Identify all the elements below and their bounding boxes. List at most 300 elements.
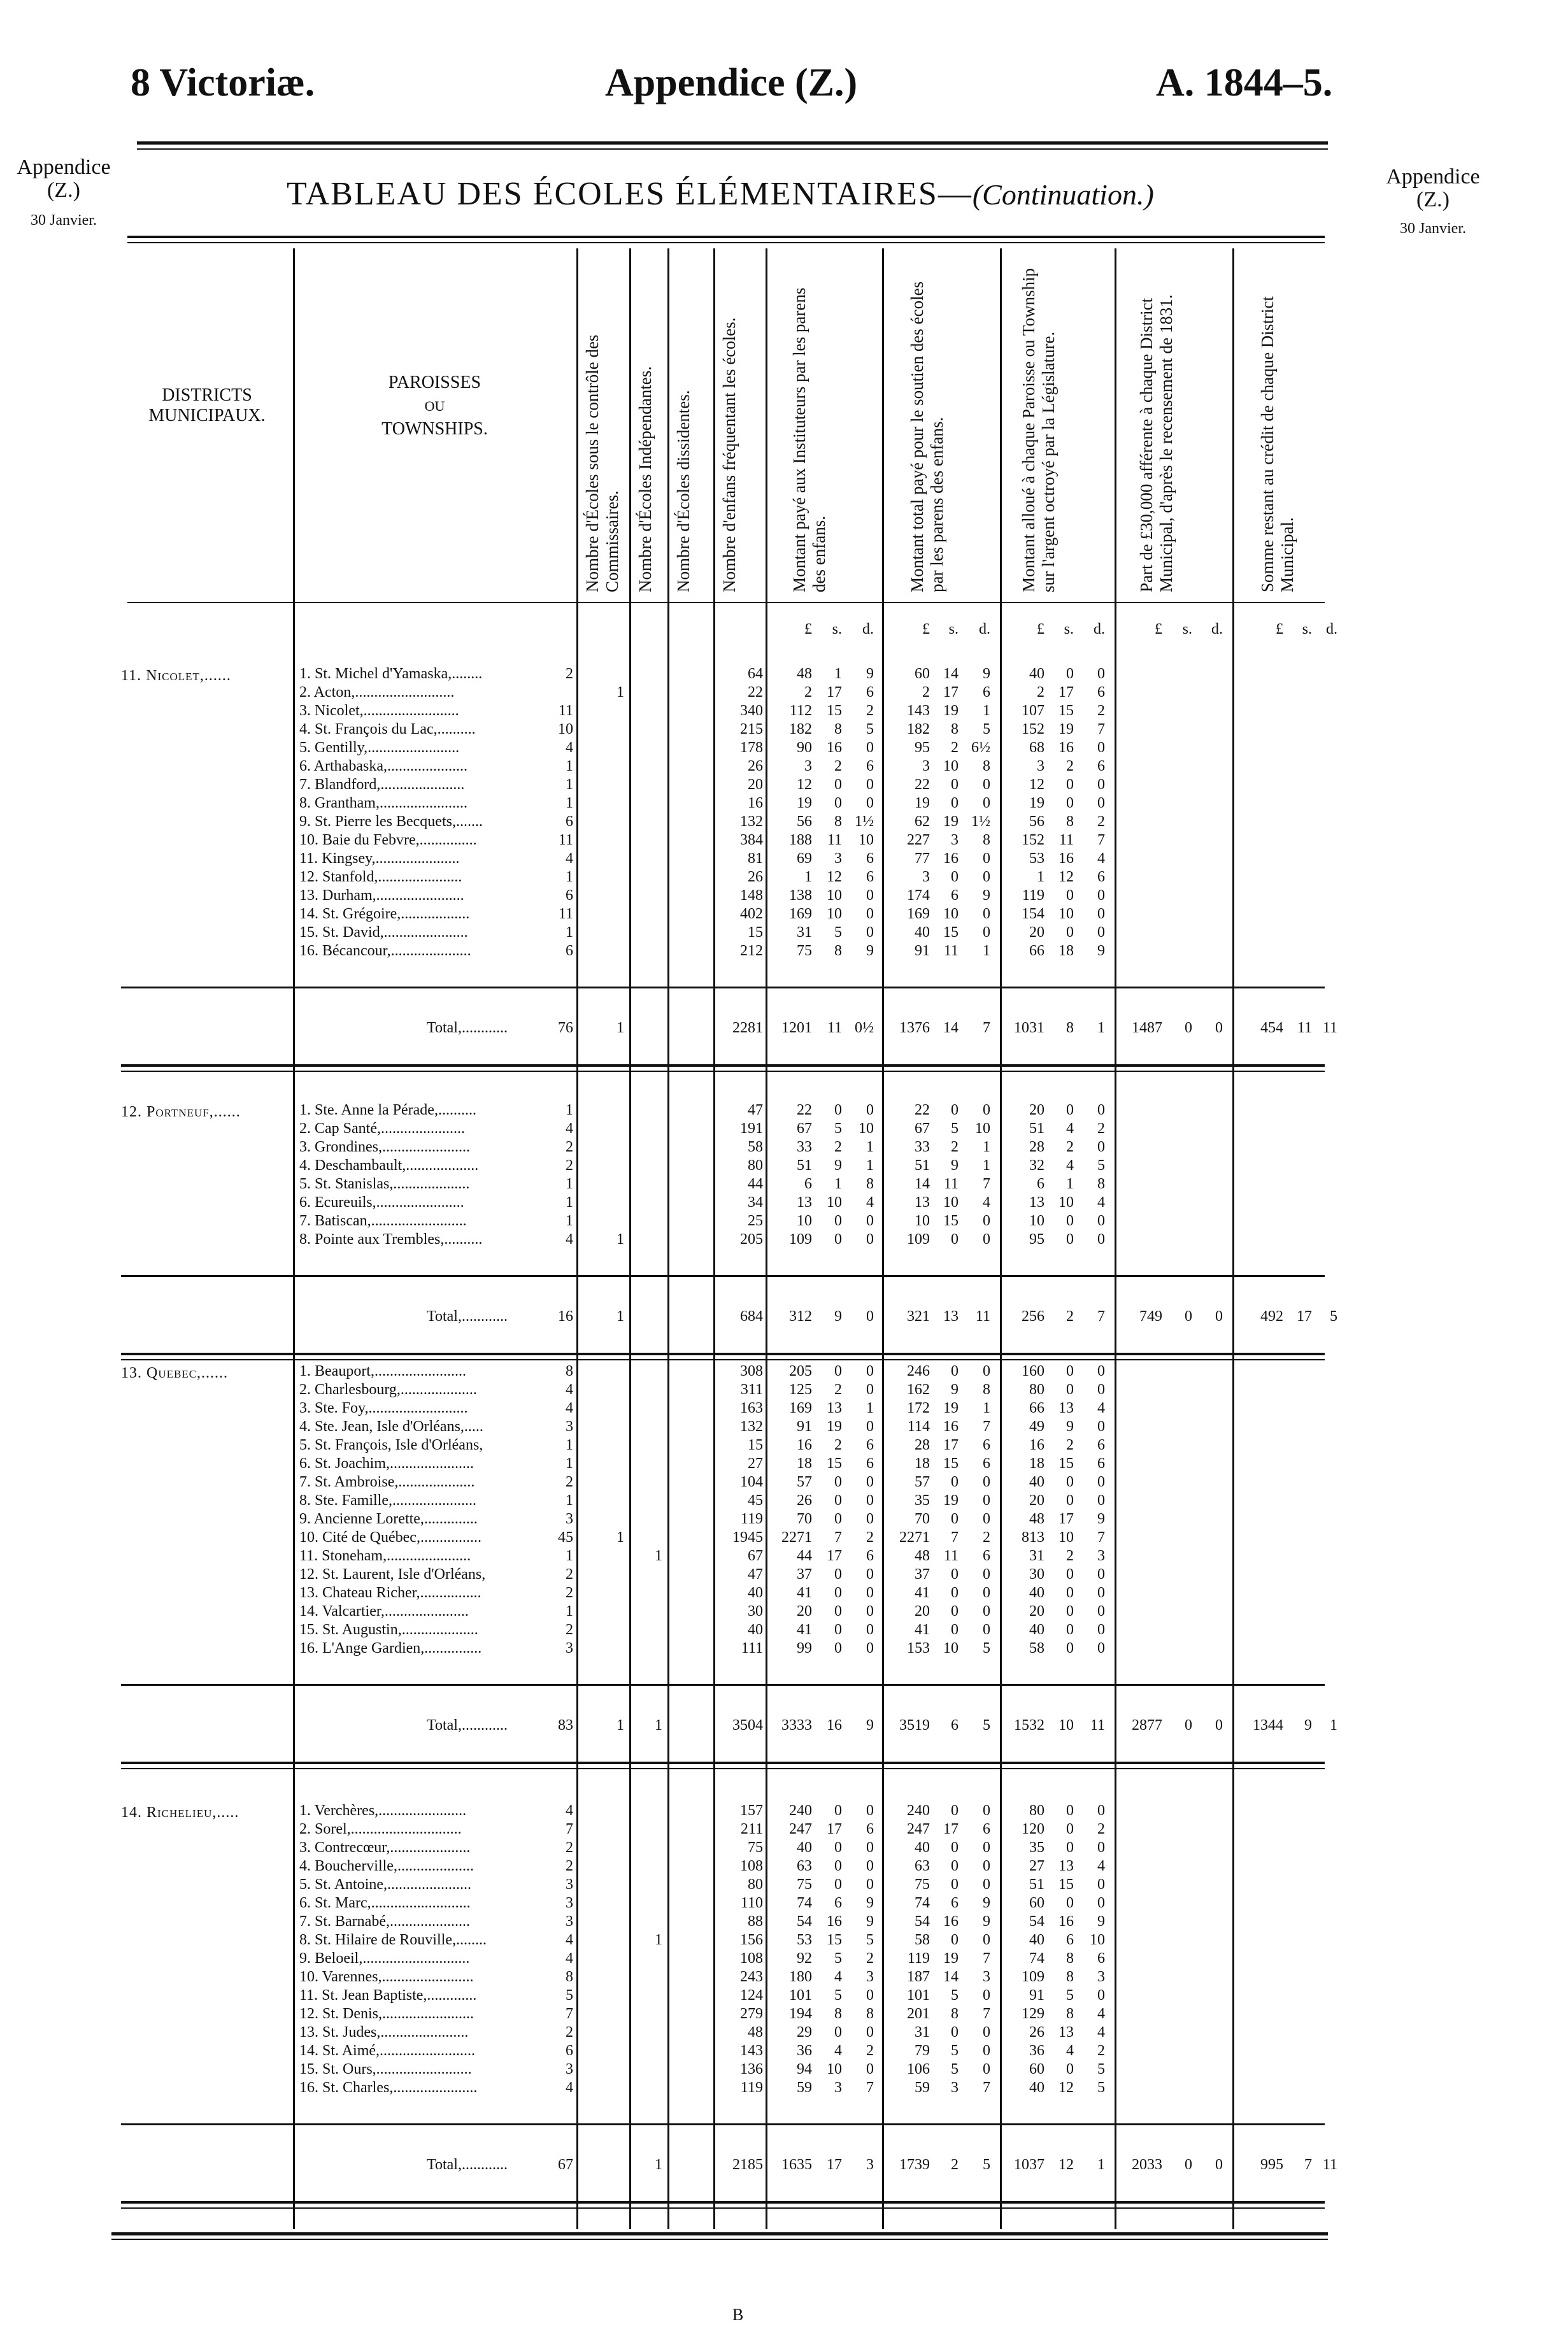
total-cell: 1201 xyxy=(781,1020,812,1036)
table-cell: 17 xyxy=(943,1821,959,1837)
total-cell: 11 xyxy=(1322,2156,1337,2173)
table-cell: 10 xyxy=(943,758,959,774)
table-cell: 9 xyxy=(866,1895,874,1911)
table-cell: 3 xyxy=(834,850,842,867)
table-cell: 11 xyxy=(558,702,573,719)
table-cell: 154 xyxy=(1022,906,1044,922)
table-cell: 0 xyxy=(1066,924,1074,941)
table-cell: 0 xyxy=(1066,1363,1074,1379)
table-cell: 40 xyxy=(748,1622,763,1638)
table-cell: 36 xyxy=(1029,2042,1044,2059)
table-cell: 28 xyxy=(915,1437,930,1453)
table-cell: 1 xyxy=(566,1437,573,1453)
table-cell: 136 xyxy=(740,2061,763,2078)
table-cell: 0 xyxy=(1097,887,1105,904)
table-cell: 2 xyxy=(834,758,842,774)
table-cell: 0 xyxy=(983,1622,990,1638)
table-cell: 1 xyxy=(566,1176,573,1192)
table-cell: 58 xyxy=(748,1139,763,1155)
header-rule-thin xyxy=(137,148,1328,150)
table-cell: 30 xyxy=(748,1603,763,1620)
table-cell: 90 xyxy=(797,739,812,756)
table-cell: 7 xyxy=(983,1176,990,1192)
table-cell: 2 xyxy=(866,2042,874,2059)
total-cell: 1376 xyxy=(899,1020,930,1036)
table-cell: 4 xyxy=(834,2042,842,2059)
table-cell: 5 xyxy=(951,1987,959,2004)
total-cell: 10 xyxy=(1058,1717,1074,1734)
total-cell: 11 xyxy=(1297,1020,1312,1036)
table-cell: 163 xyxy=(740,1400,763,1416)
total-cell: 1532 xyxy=(1014,1717,1044,1734)
table-cell: 6 xyxy=(866,850,874,867)
total-cell: 1 xyxy=(1330,1717,1337,1734)
table-cell: 0 xyxy=(866,776,874,793)
table-cell: 6 xyxy=(866,1455,874,1472)
table-cell: 0 xyxy=(1066,887,1074,904)
table-cell: 0 xyxy=(834,1622,842,1638)
table-cell: 3 xyxy=(951,832,959,848)
parish-name: 12. St. Laurent, Isle d'Orléans, xyxy=(299,1566,486,1583)
table-cell: 169 xyxy=(907,906,930,922)
table-cell: 18 xyxy=(1029,1455,1044,1472)
table-cell: 3 xyxy=(1097,1548,1105,1564)
table-cell: 14 xyxy=(943,1969,959,1985)
table-cell: 3 xyxy=(566,1895,573,1911)
table-cell: 45 xyxy=(748,1492,763,1509)
table-cell: 178 xyxy=(740,739,763,756)
table-cell: 44 xyxy=(797,1548,812,1564)
table-cell: 9 xyxy=(1097,943,1105,959)
table-cell: 0 xyxy=(951,1363,959,1379)
parish-name: 9. Ancienne Lorette,.............. xyxy=(299,1511,478,1527)
table-cell: 4 xyxy=(566,850,573,867)
table-cell: 0 xyxy=(1097,1839,1105,1856)
table-cell: 169 xyxy=(789,1400,812,1416)
table-cell: 0 xyxy=(866,1622,874,1638)
header-children: Nombre d'enfans fréquentant les écoles. xyxy=(720,317,739,592)
table-cell: 11 xyxy=(1058,832,1074,848)
table-cell: 20 xyxy=(797,1603,812,1620)
table-cell: 0 xyxy=(983,2061,990,2078)
section-rule xyxy=(121,2123,1325,2125)
table-cell: 129 xyxy=(1022,2006,1044,2022)
table-cell: 101 xyxy=(789,1987,812,2004)
table-cell: 0 xyxy=(866,906,874,922)
table-cell: 0 xyxy=(951,1802,959,1819)
table-cell: 3 xyxy=(922,869,930,885)
table-cell: 0 xyxy=(983,1932,990,1948)
table-cell: 22 xyxy=(915,1102,930,1118)
table-cell: 53 xyxy=(1029,850,1044,867)
total-cell: 7 xyxy=(1097,1308,1105,1325)
table-cell: 0 xyxy=(834,1474,842,1490)
table-cell: 402 xyxy=(740,906,763,922)
table-cell: 6 xyxy=(866,1821,874,1837)
table-cell: 35 xyxy=(915,1492,930,1509)
table-cell: 27 xyxy=(748,1455,763,1472)
table-cell: 0 xyxy=(951,2024,959,2041)
table-cell: 1 xyxy=(1037,869,1044,885)
table-cell: 41 xyxy=(797,1585,812,1601)
table-cell: 12 xyxy=(797,776,812,793)
table-cell: 311 xyxy=(740,1381,763,1398)
parish-name: 8. Grantham,....................... xyxy=(299,795,467,811)
table-cell: 91 xyxy=(797,1418,812,1435)
table-cell: 2 xyxy=(566,1622,573,1638)
table-cell: 0 xyxy=(983,2024,990,2041)
table-cell: 11 xyxy=(943,943,959,959)
margin-letter: (Z.) xyxy=(47,178,80,202)
table-cell: 1 xyxy=(566,1492,573,1509)
total-cell: 8 xyxy=(1066,1020,1074,1036)
table-cell: 0 xyxy=(983,1987,990,2004)
table-cell: 19 xyxy=(1058,721,1074,738)
table-cell: 16 xyxy=(1058,1913,1074,1930)
table-cell: 205 xyxy=(740,1231,763,1248)
table-cell: 0 xyxy=(866,1511,874,1527)
total-cell: 321 xyxy=(907,1308,930,1325)
table-cell: 34 xyxy=(748,1194,763,1211)
table-cell: 2271 xyxy=(781,1529,812,1546)
table-cell: 2 xyxy=(951,1139,959,1155)
table-cell: 3 xyxy=(1097,1969,1105,1985)
header-paid-teachers: Montant payé aux Instituteurs par les parens des enfans. xyxy=(790,287,829,592)
table-cell: 240 xyxy=(789,1802,812,1819)
unit-d: d. xyxy=(1094,621,1105,638)
table-cell: 12 xyxy=(1058,2079,1074,2096)
table-cell: 3 xyxy=(566,1640,573,1657)
table-cell: 2 xyxy=(566,2024,573,2041)
table-cell: 1 xyxy=(566,924,573,941)
table-cell: 0 xyxy=(834,1566,842,1583)
table-cell: 6 xyxy=(1097,1950,1105,1967)
section-double-rule-thin xyxy=(121,1359,1325,1360)
table-cell: 5 xyxy=(1066,1987,1074,2004)
table-cell: 6½ xyxy=(971,739,990,756)
table-cell: 16 xyxy=(1029,1437,1044,1453)
table-cell: 0 xyxy=(983,1585,990,1601)
total-cell: 0 xyxy=(1185,1717,1192,1734)
table-cell: 2 xyxy=(566,1839,573,1856)
table-cell: 4 xyxy=(1097,1194,1105,1211)
table-cell: 6 xyxy=(566,887,573,904)
table-cell: 48 xyxy=(748,2024,763,2041)
table-cell: 6 xyxy=(804,1176,812,1192)
table-cell: 75 xyxy=(748,1839,763,1856)
parish-name: 2. Charlesbourg,.................... xyxy=(299,1381,477,1398)
table-cell: 62 xyxy=(915,813,930,830)
table-cell: 15 xyxy=(943,924,959,941)
table-cell: 6 xyxy=(866,1437,874,1453)
table-cell: 10 xyxy=(859,1120,874,1137)
table-cell: 20 xyxy=(1029,1603,1044,1620)
table-cell: 0 xyxy=(983,906,990,922)
table-cell: 7 xyxy=(951,1529,959,1546)
unit-s: s. xyxy=(1064,621,1074,638)
margin-label: Appendice xyxy=(1386,165,1480,189)
parish-name: 3. Ste. Foy,.......................... xyxy=(299,1400,468,1416)
table-cell: 0 xyxy=(951,1622,959,1638)
table-cell: 16 xyxy=(748,795,763,811)
table-cell: 19 xyxy=(915,795,930,811)
table-cell: 243 xyxy=(740,1969,763,1985)
total-cell: 16 xyxy=(827,1717,842,1734)
table-cell: 0 xyxy=(983,1492,990,1509)
table-cell: 6 xyxy=(983,1455,990,1472)
table-cell: 227 xyxy=(907,832,930,848)
table-cell: 36 xyxy=(797,2042,812,2059)
table-cell: 20 xyxy=(915,1603,930,1620)
parish-name: 13. Durham,....................... xyxy=(299,887,464,904)
unit-d: d. xyxy=(979,621,990,638)
session-header: 8 Victoriæ. xyxy=(131,61,315,104)
total-cell: 2 xyxy=(951,2156,959,2173)
table-cell: 17 xyxy=(827,684,842,701)
table-cell: 0 xyxy=(866,1858,874,1874)
table-cell: 0 xyxy=(1097,1492,1105,1509)
table-cell: 2 xyxy=(1097,1821,1105,1837)
table-cell: 247 xyxy=(907,1821,930,1837)
table-cell: 8 xyxy=(834,943,842,959)
table-cell: 169 xyxy=(789,906,812,922)
table-cell: 41 xyxy=(915,1622,930,1638)
table-cell: 5 xyxy=(1097,2061,1105,2078)
table-cell: 182 xyxy=(907,721,930,738)
table-cell: 120 xyxy=(1022,1821,1044,1837)
header-legislature-grant: Montant alloué à chaque Paroisse ou Township sur l'argent octroyé par la Législature. xyxy=(1019,267,1058,592)
table-cell: 7 xyxy=(834,1529,842,1546)
table-cell: 0 xyxy=(1097,1640,1105,1657)
table-cell: 2 xyxy=(983,1529,990,1546)
table-cell: 0 xyxy=(1066,1640,1074,1657)
unit-s: s. xyxy=(948,621,959,638)
table-cell: 80 xyxy=(748,1157,763,1174)
parish-name: 5. Gentilly,........................ xyxy=(299,739,460,756)
table-cell: 17 xyxy=(1058,684,1074,701)
total-cell: 454 xyxy=(1260,1020,1283,1036)
table-cell: 64 xyxy=(748,666,763,682)
table-cell: 2 xyxy=(1066,1139,1074,1155)
unit-l: £ xyxy=(804,621,812,638)
table-cell: 95 xyxy=(1029,1231,1044,1248)
table-cell: 37 xyxy=(797,1566,812,1583)
table-cell: 8 xyxy=(983,1381,990,1398)
table-cell: 0 xyxy=(983,1511,990,1527)
header-paroisses: PAROISSES xyxy=(388,373,481,392)
table-cell: 60 xyxy=(915,666,930,682)
table-cell: 187 xyxy=(907,1969,930,1985)
table-cell: 3 xyxy=(566,1913,573,1930)
table-cell: 27 xyxy=(1029,1858,1044,1874)
total-cell: 11 xyxy=(975,1308,990,1325)
col-divider xyxy=(1115,248,1116,2229)
table-cell: 4 xyxy=(566,1400,573,1416)
table-cell: 1 xyxy=(866,1157,874,1174)
appendix-header: Appendice (Z.) xyxy=(605,61,858,104)
parish-name: 5. St. Stanislas,.................... xyxy=(299,1176,470,1192)
table-cell: 40 xyxy=(915,924,930,941)
table-cell: 143 xyxy=(740,2042,763,2059)
table-cell: 5 xyxy=(834,924,842,941)
table-cell: 12 xyxy=(1058,869,1074,885)
table-cell: 0 xyxy=(1097,1418,1105,1435)
table-cell: 10 xyxy=(827,887,842,904)
unit-d: d. xyxy=(1211,621,1223,638)
table-cell: 2 xyxy=(922,684,930,701)
table-cell: 0 xyxy=(1066,1839,1074,1856)
signature-mark: B xyxy=(732,2306,744,2324)
table-cell: 0 xyxy=(866,1987,874,2004)
table-cell: 0 xyxy=(866,1603,874,1620)
table-cell: 0 xyxy=(1066,1474,1074,1490)
table-cell: 17 xyxy=(1058,1511,1074,1527)
total-cell: 1487 xyxy=(1132,1020,1162,1036)
table-cell: 109 xyxy=(907,1231,930,1248)
parish-name: 16. St. Charles,...................... xyxy=(299,2079,478,2096)
table-cell: 0 xyxy=(1097,1474,1105,1490)
table-cell: 0 xyxy=(866,1474,874,1490)
table-cell: 13 xyxy=(1058,1858,1074,1874)
table-cell: 5 xyxy=(983,1640,990,1657)
total-cell: 12 xyxy=(1058,2156,1074,2173)
table-cell: 0 xyxy=(834,1640,842,1657)
table-cell: 0 xyxy=(983,2042,990,2059)
table-cell: 0 xyxy=(983,795,990,811)
table-cell: 19 xyxy=(797,795,812,811)
table-cell: 0 xyxy=(1066,1622,1074,1638)
table-cell: 124 xyxy=(740,1987,763,2004)
total-cell: 11 xyxy=(1090,1717,1105,1734)
table-cell: 0 xyxy=(834,795,842,811)
parish-name: 7. Batiscan,......................... xyxy=(299,1213,467,1229)
table-cell: 5 xyxy=(866,721,874,738)
table-cell: 162 xyxy=(907,1381,930,1398)
parish-name: 8. Pointe aux Trembles,.......... xyxy=(299,1231,483,1248)
table-cell: 0 xyxy=(1097,1603,1105,1620)
table-cell: 0 xyxy=(834,1839,842,1856)
table-cell: 119 xyxy=(740,2079,763,2096)
table-cell: 125 xyxy=(789,1381,812,1398)
header-remaining-credit: Somme restant au crédit de chaque District Municipal. xyxy=(1258,296,1297,592)
table-cell: 0 xyxy=(834,1363,842,1379)
table-cell: 6 xyxy=(866,869,874,885)
parish-name: 4. Boucherville,.................... xyxy=(299,1858,474,1874)
table-cell: 53 xyxy=(797,1932,812,1948)
table-cell: 63 xyxy=(915,1858,930,1874)
header-bottom-rule xyxy=(127,602,1325,603)
parish-name: 14. St. Aimé,......................... xyxy=(299,2042,476,2059)
table-cell: 6 xyxy=(983,1548,990,1564)
table-cell: 180 xyxy=(789,1969,812,1985)
table-cell: 308 xyxy=(740,1363,763,1379)
table-cell: 152 xyxy=(1022,832,1044,848)
table-cell: 5 xyxy=(983,721,990,738)
table-cell: 2 xyxy=(1097,702,1105,719)
table-cell: 8 xyxy=(566,1363,573,1379)
table-cell: 77 xyxy=(915,850,930,867)
table-cell: 0 xyxy=(951,795,959,811)
table-cell: 6 xyxy=(983,1821,990,1837)
table-bottom-rule-thin xyxy=(111,2239,1328,2240)
table-cell: 49 xyxy=(1029,1418,1044,1435)
header-rule xyxy=(137,141,1328,145)
table-cell: 0 xyxy=(951,1858,959,1874)
section-double-rule xyxy=(121,2201,1325,2204)
table-cell: 10 xyxy=(943,1640,959,1657)
table-cell: 8 xyxy=(834,2006,842,2022)
table-cell: 4 xyxy=(1097,1858,1105,1874)
table-cell: 0 xyxy=(983,1363,990,1379)
table-cell: 0 xyxy=(834,2024,842,2041)
table-cell: 148 xyxy=(740,887,763,904)
table-cell: 10 xyxy=(797,1213,812,1229)
table-cell: 279 xyxy=(740,2006,763,2022)
table-cell: 13 xyxy=(1058,2024,1074,2041)
table-cell: 10 xyxy=(943,906,959,922)
table-cell: 6 xyxy=(951,1895,959,1911)
table-cell: 75 xyxy=(797,943,812,959)
table-cell: 6 xyxy=(834,1895,842,1911)
table-cell: 13 xyxy=(1058,1400,1074,1416)
table-cell: 2 xyxy=(866,1950,874,1967)
table-cell: 1½ xyxy=(971,813,990,830)
table-title-main: TABLEAU DES ÉCOLES ÉLÉMENTAIRES— xyxy=(287,176,973,212)
table-cell: 0 xyxy=(1097,1213,1105,1229)
table-cell: 2 xyxy=(804,684,812,701)
table-cell: 0 xyxy=(866,739,874,756)
header-district-share: Part de £30,000 afférente à chaque District Municipal, d'après le recensement de 1831. xyxy=(1137,294,1176,592)
table-cell: 5 xyxy=(834,1120,842,1137)
table-cell: 9 xyxy=(983,1895,990,1911)
table-cell: 0 xyxy=(1097,1231,1105,1248)
table-cell: 22 xyxy=(797,1102,812,1118)
total-cell: 7 xyxy=(1304,2156,1312,2173)
parish-name: 4. Deschambault,................... xyxy=(299,1157,479,1174)
table-cell: 16 xyxy=(943,1913,959,1930)
table-cell: 0 xyxy=(983,776,990,793)
table-cell: 48 xyxy=(1029,1511,1044,1527)
table-cell: 0 xyxy=(1097,776,1105,793)
table-cell: 1 xyxy=(566,758,573,774)
col-divider xyxy=(1232,248,1234,2229)
total-cell: 67 xyxy=(558,2156,573,2173)
table-cell: 14 xyxy=(915,1176,930,1192)
total-cell: 492 xyxy=(1260,1308,1283,1325)
table-cell: 7 xyxy=(566,2006,573,2022)
table-cell: 40 xyxy=(915,1839,930,1856)
parish-name: 4. Ste. Jean, Isle d'Orléans,..... xyxy=(299,1418,483,1435)
table-cell: 4 xyxy=(1097,2006,1105,2022)
table-cell: 41 xyxy=(915,1585,930,1601)
table-cell: 69 xyxy=(797,850,812,867)
table-cell: 1 xyxy=(566,795,573,811)
table-cell: 0 xyxy=(1066,1821,1074,1837)
parish-name: 3. Nicolet,......................... xyxy=(299,702,459,719)
table-cell: 6 xyxy=(866,684,874,701)
table-cell: 0 xyxy=(951,1566,959,1583)
table-cell: 15 xyxy=(943,1455,959,1472)
table-cell: 6 xyxy=(1037,1176,1044,1192)
total-cell: 3333 xyxy=(781,1717,812,1734)
table-cell: 54 xyxy=(915,1913,930,1930)
table-cell: 2 xyxy=(1037,684,1044,701)
table-cell: 31 xyxy=(915,2024,930,2041)
table-cell: 2 xyxy=(1097,2042,1105,2059)
total-cell: 9 xyxy=(834,1308,842,1325)
table-cell: 0 xyxy=(1097,1363,1105,1379)
table-cell: 5 xyxy=(834,1987,842,2004)
